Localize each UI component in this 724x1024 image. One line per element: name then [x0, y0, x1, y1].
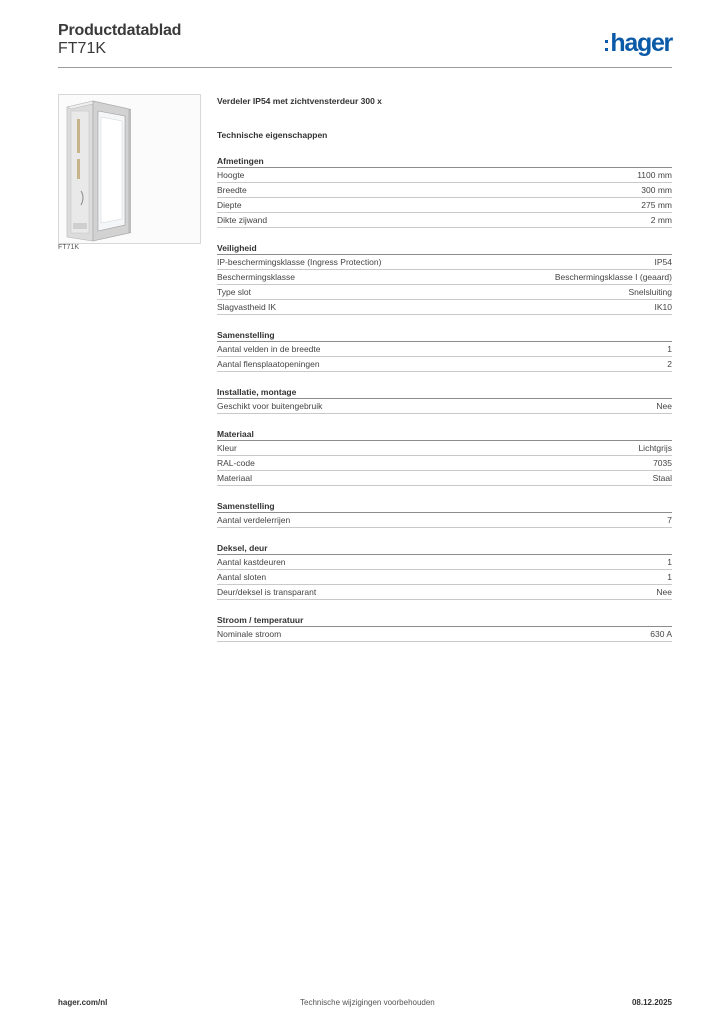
- row-label: Nominale stroom: [217, 629, 282, 639]
- row-label: Aantal flensplaatopeningen: [217, 359, 320, 369]
- section-deksel-deur: [217, 542, 672, 600]
- table-row: [217, 198, 672, 213]
- row-value: 1: [667, 344, 672, 354]
- enclosure-icon: [59, 95, 200, 243]
- row-label: Hoogte: [217, 170, 245, 180]
- footer-website-link[interactable]: hager.com/nl: [58, 998, 108, 1007]
- row-label: Deur/deksel is transparant: [217, 587, 317, 597]
- header-divider: [58, 67, 672, 68]
- table-row: [217, 627, 672, 642]
- page-header: [58, 20, 672, 68]
- document-title: Productdatablad: [58, 22, 182, 39]
- table-row: [217, 471, 672, 486]
- row-label: Breedte: [217, 185, 247, 195]
- tech-properties-heading: Technische eigenschappen: [217, 130, 328, 140]
- section-title: Deksel, deur: [217, 542, 672, 555]
- section-installatie: [217, 386, 672, 414]
- row-value: 300 mm: [641, 185, 672, 195]
- section-title: Installatie, montage: [217, 386, 672, 399]
- row-value: Snelsluiting: [628, 287, 672, 297]
- footer-disclaimer: Technische wijzigingen voorbehouden: [300, 998, 435, 1007]
- table-row: [217, 270, 672, 285]
- row-value: 7035: [653, 458, 672, 468]
- logo-text: hager: [610, 29, 672, 57]
- table-row: [217, 342, 672, 357]
- section-materiaal: [217, 428, 672, 486]
- row-label: Dikte zijwand: [217, 215, 268, 225]
- table-row: [217, 300, 672, 315]
- table-row: [217, 456, 672, 471]
- table-row: [217, 357, 672, 372]
- table-row: [217, 513, 672, 528]
- row-value: Nee: [656, 587, 672, 597]
- section-title: Samenstelling: [217, 329, 672, 342]
- logo-colon-icon: [605, 40, 608, 51]
- row-value: 1: [667, 572, 672, 582]
- product-name: Verdeler IP54 met zichtvensterdeur 300 x: [217, 96, 382, 106]
- table-row: [217, 441, 672, 456]
- table-row: [217, 255, 672, 270]
- row-label: Diepte: [217, 200, 242, 210]
- hager-logo: [605, 30, 672, 56]
- row-label: Aantal sloten: [217, 572, 267, 582]
- table-row: [217, 585, 672, 600]
- row-value: Lichtgrijs: [638, 443, 672, 453]
- row-value: 2 mm: [650, 215, 672, 225]
- table-row: [217, 213, 672, 228]
- table-row: [217, 555, 672, 570]
- row-label: RAL-code: [217, 458, 255, 468]
- product-code: FT71K: [58, 40, 107, 57]
- row-label: Slagvastheid IK: [217, 302, 277, 312]
- row-label: Aantal verdelerrijen: [217, 515, 291, 525]
- row-label: Aantal velden in de breedte: [217, 344, 321, 354]
- footer-date: 08.12.2025: [631, 998, 672, 1007]
- row-value: Nee: [656, 401, 672, 411]
- row-label: Beschermingsklasse: [217, 272, 295, 282]
- row-value: Beschermingsklasse I (geaard): [554, 272, 672, 282]
- row-label: IP-beschermingsklasse (Ingress Protection): [217, 257, 382, 267]
- section-stroom: [217, 614, 672, 642]
- row-value: IP54: [654, 257, 672, 267]
- table-row: [217, 570, 672, 585]
- section-samenstelling-2: [217, 500, 672, 528]
- product-image: [58, 94, 201, 244]
- image-caption: FT71K: [58, 244, 80, 251]
- table-row: [217, 399, 672, 414]
- row-value: 1: [667, 557, 672, 567]
- row-value: 7: [667, 515, 672, 525]
- section-samenstelling: [217, 329, 672, 372]
- row-value: 630 A: [650, 629, 672, 639]
- section-title: Veiligheid: [217, 242, 672, 255]
- row-value: IK10: [654, 302, 672, 312]
- row-label: Geschikt voor buitengebruik: [217, 401, 323, 411]
- table-row: [217, 168, 672, 183]
- row-label: Materiaal: [217, 473, 252, 483]
- row-label: Kleur: [217, 443, 237, 453]
- row-value: 1100 mm: [637, 170, 672, 180]
- row-label: Type slot: [217, 287, 252, 297]
- section-title: Samenstelling: [217, 500, 672, 513]
- table-row: [217, 285, 672, 300]
- product-details: [217, 96, 672, 642]
- section-title: Stroom / temperatuur: [217, 614, 672, 627]
- row-value: Staal: [652, 473, 672, 483]
- section-afmetingen: [217, 155, 672, 228]
- section-veiligheid: [217, 242, 672, 315]
- section-title: Materiaal: [217, 428, 672, 441]
- table-row: [217, 183, 672, 198]
- section-title: Afmetingen: [217, 155, 672, 168]
- row-value: 2: [667, 359, 672, 369]
- row-value: 275 mm: [641, 200, 672, 210]
- row-label: Aantal kastdeuren: [217, 557, 286, 567]
